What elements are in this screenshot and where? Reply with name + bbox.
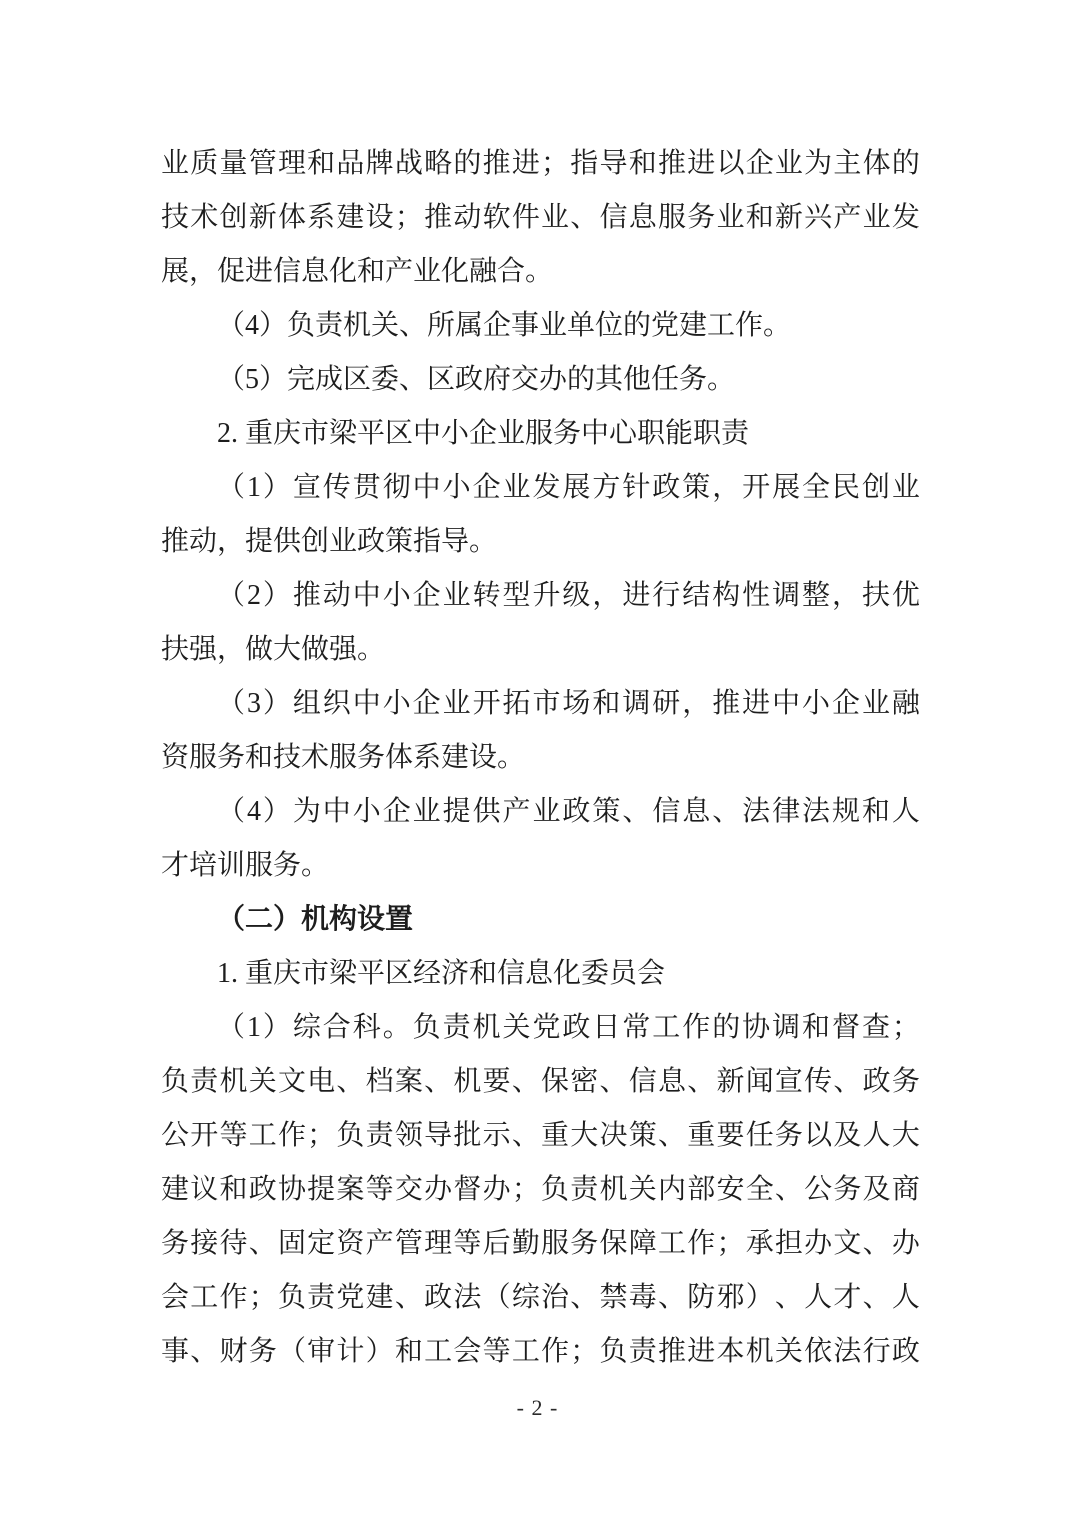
text-line: （ 1 ） 综 合 科 。 负 责 机 关 党 政 日 常 工 作 的 协 调 和 督 查 ；	[217, 1012, 920, 1043]
text-line: 建 议 和 政 协 提 案 等 交 办 督 办 ； 负 责 机 关 内 部 安 全 、 公 务 及 商	[161, 1174, 920, 1205]
text-line: 会 工 作 ； 负 责 党 建 、 政 法 （ 综 治 、 禁 毒 、 防 邪 ） 、 人 才 、 人	[161, 1282, 920, 1313]
text-line: 扶强，做大做强。	[161, 634, 386, 665]
text-line: 事 、 财 务 （ 审 计 ） 和 工 会 等 工 作 ； 负 责 推 进 本 机 关 依 法 行 政	[161, 1336, 920, 1367]
text-line: （ 3 ） 组 织 中 小 企 业 开 拓 市 场 和 调 研 ， 推 进 中 小 企 业 融	[217, 688, 920, 719]
text-line: （ 1 ） 宣 传 贯 彻 中 小 企 业 发 展 方 针 政 策 ， 开 展 全 民 创 业	[217, 472, 920, 503]
text-line: 技 术 创 新 体 系 建 设 ； 推 动 软 件 业 、 信 息 服 务 业 和 新 兴 产 业 发	[161, 202, 920, 233]
text-line: （4）负责机关、所属企事业单位的党建工作。	[217, 310, 792, 341]
text-line: 展，促进信息化和产业化融合。	[161, 256, 554, 287]
text-line: （5）完成区委、区政府交办的其他任务。	[217, 364, 736, 395]
document-body	[161, 137, 920, 1379]
text-line: （ 4 ） 为 中 小 企 业 提 供 产 业 政 策 、 信 息 、 法 律 法 规 和 人	[217, 796, 920, 827]
text-line: 负 责 机 关 文 电 、 档 案 、 机 要 、 保 密 、 信 息 、 新 闻 宣 传 、 政 务	[161, 1066, 920, 1097]
text-line: 推动，提供创业政策指导。	[161, 526, 498, 557]
page-number: - 2 -	[516, 1395, 559, 1420]
text-line: 公 开 等 工 作 ； 负 责 领 导 批 示 、 重 大 决 策 、 重 要 任 务 以 及 人 大	[161, 1120, 920, 1151]
text-line: 务 接 待 、 固 定 资 产 管 理 等 后 勤 服 务 保 障 工 作 ； 承 担 办 文 、 办	[161, 1228, 920, 1259]
text-line: （二）机构设置	[217, 904, 414, 935]
text-line: （ 2 ） 推 动 中 小 企 业 转 型 升 级 ， 进 行 结 构 性 调 整 ， 扶 优	[217, 580, 920, 611]
text-line: 资服务和技术服务体系建设。	[161, 742, 526, 773]
text-line: 1. 重庆市梁平区经济和信息化委员会	[217, 958, 666, 989]
text-line: 才培训服务。	[161, 850, 330, 881]
text-line: 业 质 量 管 理 和 品 牌 战 略 的 推 进 ； 指 导 和 推 进 以 企 业 为 主 体 的	[161, 148, 920, 179]
text-line: 2. 重庆市梁平区中小企业服务中心职能职责	[217, 418, 750, 449]
